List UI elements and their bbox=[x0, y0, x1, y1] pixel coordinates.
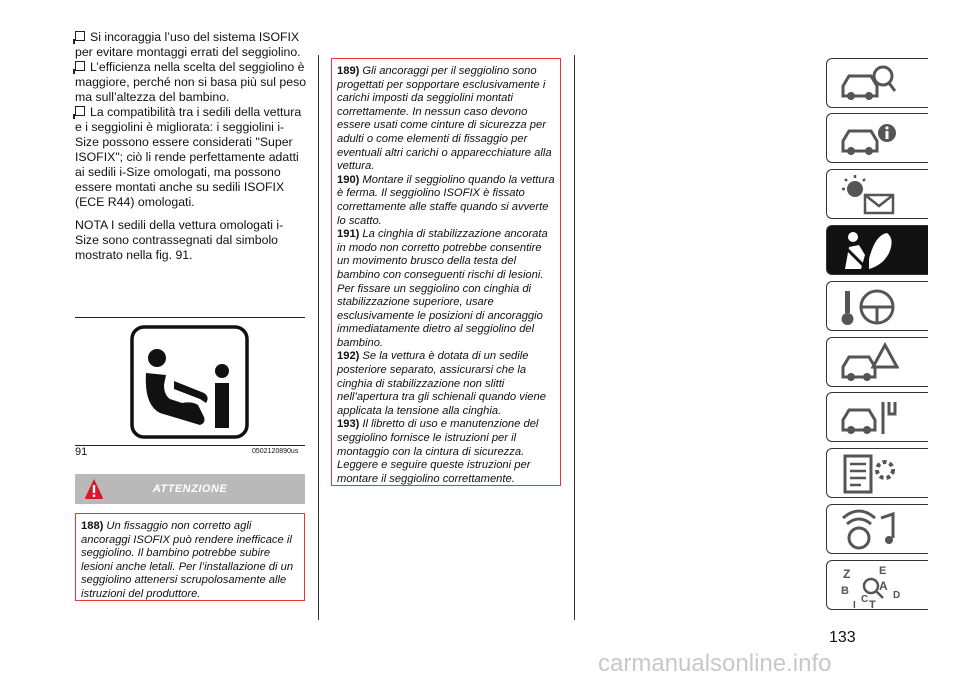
page-number: 133 bbox=[829, 629, 856, 646]
column-divider-right bbox=[574, 55, 575, 620]
warning-header bbox=[75, 474, 305, 504]
column-divider bbox=[318, 55, 319, 620]
watermark: carmanualsonline.info bbox=[598, 650, 832, 677]
multimedia-icon bbox=[839, 508, 899, 552]
warning-title: ATTENZIONE bbox=[152, 483, 228, 495]
index-letter: T bbox=[869, 599, 876, 610]
bullet-icon bbox=[75, 61, 85, 71]
alphabetical-index-icon bbox=[839, 564, 909, 610]
warning-entry: 190) Montare il seggiolino quando la vettura è ferma. Il seggiolino ISOFIX è fissato correttamente alle staffe quando si avverte lo scatto. bbox=[337, 173, 555, 227]
body-text-column bbox=[75, 30, 307, 271]
index-letter: A bbox=[879, 579, 888, 593]
index-letter: E bbox=[879, 565, 887, 577]
warning-entry: 189) Gli ancoraggi per il seggiolino sono progettati per sopportare esclusivamente i carichi imposti da seggiolini montati correttamente. In nessun caso devono essere usati come cinture di sicurezza per adulti o come elementi di fissaggio per eventuali altri carichi o apparecchiature alla vettura. bbox=[337, 65, 552, 173]
index-letter: Z bbox=[843, 567, 851, 581]
bullet-paragraph: Si incoraggia l’uso del sistema ISOFIX per evitare montaggi errati del seggiolino. bbox=[75, 30, 301, 59]
warning-entry: 188) Un fissaggio non corretto agli ancoraggi ISOFIX può rendere inefficace il seggiolino. Il bambino potrebbe subire lesioni anche letali. Per l’installazione di un seggiolino attenersi scrupolosamente alle istruzioni del produttore. bbox=[81, 520, 294, 600]
car-service-icon bbox=[839, 396, 899, 440]
index-letter: C bbox=[861, 594, 869, 605]
bullet-paragraph: L’efficienza nella scelta del seggiolino è maggiore, perché non si basa più sul peso ma sull’altezza del bambino. bbox=[75, 60, 307, 104]
sidebar-tab-starting-driving[interactable] bbox=[826, 281, 928, 331]
figure-code: 0502120890us bbox=[252, 448, 299, 455]
safety-seatbelt-airbag-icon bbox=[839, 229, 899, 273]
warning-box-continued bbox=[331, 58, 561, 486]
warning-entry: 192) Se la vettura è dotata di un sedile posteriore separato, assicurarsi che la cinghia di stabilizzazione non slitti nell’apertura tra gli schienali quando viene applicata la tensione alla cinghia. bbox=[337, 350, 546, 417]
index-letter: B bbox=[841, 585, 849, 597]
car-emergency-icon bbox=[839, 341, 899, 385]
figure-number: 91 bbox=[75, 446, 88, 458]
sidebar-tab-maintenance[interactable] bbox=[826, 392, 928, 442]
sidebar-tab-car-info[interactable] bbox=[826, 113, 928, 163]
sidebar-tab-warning-lights[interactable] bbox=[826, 169, 928, 219]
warning-box bbox=[75, 513, 305, 601]
sidebar-tab-technical-data[interactable] bbox=[826, 448, 928, 498]
figure-bottom-rule bbox=[75, 445, 305, 446]
bullet-icon bbox=[75, 106, 85, 116]
note-paragraph: NOTA I sedili della vettura omologati i-Size sono contrassegnati dal simbolo mostrato nella fig. 91. bbox=[75, 218, 284, 262]
index-letter: D bbox=[893, 590, 901, 601]
sidebar-tab-multimedia[interactable] bbox=[826, 504, 928, 554]
i-size-child-seat-icon bbox=[130, 325, 250, 440]
technical-data-icon bbox=[839, 452, 899, 496]
sidebar-tab-car-search[interactable] bbox=[826, 58, 928, 108]
bullet-icon bbox=[75, 31, 85, 41]
figure-top-rule bbox=[75, 317, 305, 318]
warning-light-message-icon bbox=[839, 173, 899, 217]
key-steering-wheel-icon bbox=[839, 285, 899, 329]
index-letter: I bbox=[853, 600, 856, 610]
car-search-icon bbox=[839, 62, 899, 106]
bullet-paragraph: La compatibilità tra i sedili della vettura e i seggiolini è migliorata: i seggiolini i-Size possono essere considerati "Super ISOFIX"; ciò li rende perfettamente adatti ai sedili i-Size omologati, ma possono essere montati anche su sedili ISOFIX (ECE R44) omologati. bbox=[75, 105, 302, 209]
sidebar-tab-safety[interactable] bbox=[826, 225, 928, 275]
car-info-icon bbox=[839, 117, 899, 161]
warning-entry: 191) La cinghia di stabilizzazione ancorata in modo non corretto potrebbe consentire un movimento brusco della testa del bambino con conseguenti rischi di lesioni. Per fissare un seggiolino con cinghia di stabilizzazione superiore, usare esclusivamente le posizioni di ancoraggio immediatamente dietro al seggiolino del bambino. bbox=[337, 228, 548, 349]
warning-entry: 193) Il libretto di uso e manutenzione del seggiolino fornisce le istruzioni per il montaggio con la cintura di sicurezza. Leggere e seguire queste istruzioni per montare il seggiolino correttamente. bbox=[337, 418, 539, 485]
sidebar-tab-emergency[interactable] bbox=[826, 337, 928, 387]
sidebar-tab-index[interactable] bbox=[826, 560, 928, 610]
